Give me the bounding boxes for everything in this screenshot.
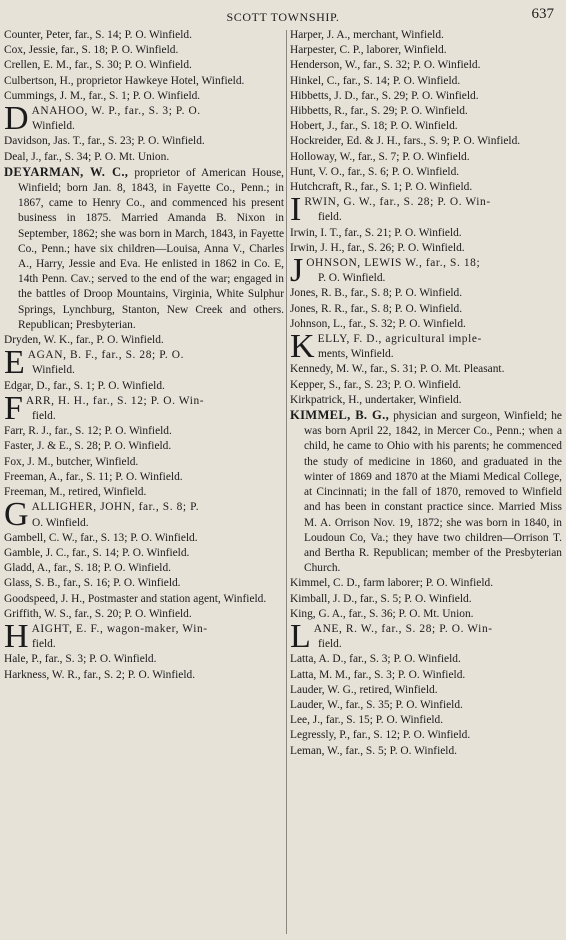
directory-entry: Dryden, W. K., far., P. O. Winfield. bbox=[4, 334, 164, 347]
directory-entry: Jones, R. B., far., S. 8; P. O. Winfield. bbox=[290, 287, 463, 300]
directory-entry: Jones, R. R., far., S. 8; P. O. Winfield. bbox=[290, 302, 463, 315]
directory-entry: Farr, R. J., far., S. 12; P. O. Winfield. bbox=[4, 425, 172, 438]
column-divider bbox=[286, 30, 287, 934]
directory-entry: Hinkel, C., far., S. 14; P. O. Winfield. bbox=[290, 74, 461, 87]
directory-entry: Kimball, J. D., far., S. 5; P. O. Winfield. bbox=[290, 592, 472, 605]
directory-entry: Irwin, J. H., far., S. 26; P. O. Winfield. bbox=[290, 241, 465, 254]
drop-cap-letter: G bbox=[4, 500, 29, 531]
entry-continuation: ments, Winfield. bbox=[318, 348, 394, 361]
running-title: SCOTT TOWNSHIP. bbox=[226, 10, 340, 24]
directory-entry: Johnson, L., far., S. 32; P. O. Winfield. bbox=[290, 317, 466, 330]
drop-cap-letter: K bbox=[290, 332, 315, 363]
entry-first-line: RWIN, G. W., far., S. 28; P. O. Win- bbox=[304, 196, 491, 209]
letter-section-entry bbox=[4, 348, 284, 378]
directory-entry: Kepper, S., far., S. 23; P. O. Winfield. bbox=[290, 378, 461, 391]
letter-section-entry bbox=[4, 622, 284, 652]
drop-cap-letter: D bbox=[4, 104, 29, 135]
entry-first-line: AGAN, B. F., far., S. 28; P. O. bbox=[27, 349, 185, 362]
directory-entry: Hibbetts, R., far., S. 29; P. O. Winfield. bbox=[290, 105, 468, 118]
directory-entry: Irwin, I. T., far., S. 21; P. O. Winfield. bbox=[290, 226, 462, 239]
directory-entry: Gladd, A., far., S. 18; P. O. Winfield. bbox=[4, 562, 172, 575]
directory-entry: Lauder, W. G., retired, Winfield. bbox=[290, 683, 438, 696]
directory-entry: Hockreider, Ed. & J. H., fars., S. 9; P. O. Winfield. bbox=[290, 135, 521, 148]
drop-cap-letter: L bbox=[290, 621, 311, 653]
directory-entry: Cox, Jessie, far., S. 18; P. O. Winfield. bbox=[4, 44, 179, 57]
entry-first-line: ELLY, F. D., agricultural imple- bbox=[317, 333, 482, 346]
directory-entry: Hibbetts, J. D., far., S. 29; P. O. Winfield. bbox=[290, 89, 479, 102]
directory-entry: Faster, J. & E., S. 28; P. O. Winfield. bbox=[4, 440, 172, 453]
entry-continuation: O. Winfield. bbox=[32, 516, 89, 529]
directory-entry: Lee, J., far., S. 15; P. O. Winfield. bbox=[290, 714, 444, 727]
entry-continuation: field. bbox=[318, 211, 342, 224]
directory-entry: Culbertson, H., proprietor Hawkeye Hotel, Winfield. bbox=[4, 74, 245, 87]
directory-entry: Hutchcraft, R., far., S. 1; P. O. Winfield. bbox=[290, 181, 473, 194]
directory-entry: Freeman, A., far., S. 11; P. O. Winfield. bbox=[4, 470, 183, 483]
biography-text: proprietor of American House, Winfield; born Jan. 8, 1843, in Fayette Co., Penn.; in 1867, came to Henry Co., and commenced his present business in 1875. Married Amanda B. Nixon in September, 1862; she was born in March, 1843, in Fayette Co., Penn.; have six children—Louisa, Anna V., Charles A., Harry, Jessie and Eva. He enlisted in 1862 in Co. E, 14th Penn. Cav.; served to the end of the war; engaged in the battles of Droop Mountains, Virginia, White Sulphur Springs, Lynchburg, Stanton, New Creek and others. Republican; Presbyterian. bbox=[18, 166, 284, 331]
biography-entry bbox=[290, 408, 562, 576]
entry-continuation: field. bbox=[32, 410, 56, 423]
directory-entry: Kirkpatrick, H., undertaker, Winfield. bbox=[290, 393, 462, 406]
directory-entry: Holloway, W., far., S. 7; P. O. Winfield. bbox=[290, 150, 470, 163]
directory-entry: Kimmel, C. D., farm laborer; P. O. Winfield. bbox=[290, 577, 494, 590]
directory-entry: Griffith, W. S., far., S. 20; P. O. Winfield. bbox=[4, 607, 192, 620]
letter-section-entry bbox=[290, 195, 562, 225]
entry-first-line: ALLIGHER, JOHN, far., S. 8; P. bbox=[31, 501, 200, 514]
letter-section-entry bbox=[290, 256, 562, 286]
directory-entry: Hunt, V. O., far., S. 6; P. O. Winfield. bbox=[290, 165, 460, 178]
directory-entry: Goodspeed, J. H., Postmaster and station agent, Winfield. bbox=[4, 592, 267, 605]
directory-entry: Glass, S. B., far., S. 16; P. O. Winfield. bbox=[4, 577, 181, 590]
entry-continuation: Winfield. bbox=[32, 120, 75, 133]
biography-name: KIMMEL, B. G., bbox=[290, 408, 390, 423]
left-column bbox=[4, 28, 284, 936]
directory-entry: Latta, A. D., far., S. 3; P. O. Winfield. bbox=[290, 653, 461, 666]
directory-entry: Latta, M. M., far., S. 3; P. O. Winfield. bbox=[290, 668, 466, 681]
right-column bbox=[290, 28, 562, 936]
drop-cap-letter: J bbox=[290, 256, 304, 287]
directory-entry: Henderson, W., far., S. 32; P. O. Winfield. bbox=[290, 59, 481, 72]
directory-entry: Freeman, M., retired, Winfield. bbox=[4, 486, 147, 499]
page-header bbox=[0, 6, 566, 28]
entry-continuation: Winfield. bbox=[32, 364, 75, 377]
letter-section-entry bbox=[4, 500, 284, 530]
directory-entry: King, G. A., far., S. 36; P. O. Mt. Union. bbox=[290, 607, 474, 620]
entry-continuation: field. bbox=[318, 638, 342, 651]
biography-entry bbox=[4, 165, 284, 333]
directory-entry: Fox, J. M., butcher, Winfield. bbox=[4, 455, 139, 468]
letter-section-entry bbox=[290, 622, 562, 652]
directory-entry: Crellen, E. M., far., S. 30; P. O. Winfield. bbox=[4, 59, 192, 72]
letter-section-entry bbox=[4, 104, 284, 134]
letter-section-entry bbox=[4, 394, 284, 424]
directory-entry: Counter, Peter, far., S. 14; P. O. Winfield. bbox=[4, 29, 192, 41]
directory-entry: Deal, J., far., S. 34; P. O. Mt. Union. bbox=[4, 150, 170, 163]
letter-section-entry bbox=[290, 332, 562, 362]
directory-entry: Hobert, J., far., S. 18; P. O. Winfield. bbox=[290, 120, 458, 133]
entry-first-line: ANE, R. W., far., S. 28; P. O. Win- bbox=[313, 622, 493, 635]
directory-entry: Kennedy, M. W., far., S. 31; P. O. Mt. Pleasant. bbox=[290, 363, 505, 376]
directory-entry: Harper, J. A., merchant, Winfield. bbox=[290, 29, 444, 41]
directory-entry: Davidson, Jas. T., far., S. 23; P. O. Winfield. bbox=[4, 135, 205, 148]
drop-cap-letter: E bbox=[4, 348, 25, 379]
drop-cap-letter: I bbox=[290, 195, 302, 226]
biography-text: physician and surgeon, Winfield; he was born April 22, 1842, in Mercer Co., Penn.; when a child, he came to Ohio with his parents; he commenced the study of medicine in 1860, and graduated in the winter of 1869 and 1870 at the Miami Medical College, at Cincinnati; in the fall of 1870, removed to Winfield and has been in constant practice since. Married Miss M. A. Orrison Nov. 19, 1872; she was born in 1840, in Loudoun Co, Va.; they have two children—Orrison T. and Bertha R. Republican; member of the Presbyterian Church. bbox=[304, 410, 562, 575]
entry-first-line: OHNSON, LEWIS W., far., S. 18; bbox=[306, 257, 481, 270]
entry-first-line: AIGHT, E. F., wagon-maker, Win- bbox=[31, 622, 208, 635]
directory-entry: Lauder, W., far., S. 35; P. O. Winfield. bbox=[290, 698, 463, 711]
biography-name: DEYARMAN, W. C., bbox=[4, 164, 129, 179]
entry-first-line: ANAHOO, W. P., far., S. 3; P. O. bbox=[31, 105, 201, 118]
directory-entry: Leman, W., far., S. 5; P. O. Winfield. bbox=[290, 744, 458, 757]
directory-entry: Hale, P., far., S. 3; P. O. Winfield. bbox=[4, 653, 157, 666]
directory-entry: Gambell, C. W., far., S. 13; P. O. Winfield. bbox=[4, 531, 198, 544]
drop-cap-letter: F bbox=[4, 393, 23, 425]
directory-entry: Cummings, J. M., far., S. 1; P. O. Winfield. bbox=[4, 89, 201, 102]
directory-entry: Legressly, P., far., S. 12; P. O. Winfield. bbox=[290, 729, 471, 742]
directory-entry: Harkness, W. R., far., S. 2; P. O. Winfield. bbox=[4, 668, 196, 681]
directory-entry: Edgar, D., far., S. 1; P. O. Winfield. bbox=[4, 379, 165, 392]
directory-entry: Harpester, C. P., laborer, Winfield. bbox=[290, 44, 447, 57]
drop-cap-letter: H bbox=[4, 621, 29, 653]
entry-continuation: field. bbox=[32, 638, 56, 651]
page-number: 637 bbox=[531, 6, 554, 22]
entry-continuation: P. O. Winfield. bbox=[318, 272, 386, 285]
directory-entry: Gamble, J. C., far., S. 14; P. O. Winfield. bbox=[4, 546, 190, 559]
entry-first-line: ARR, H. H., far., S. 12; P. O. Win- bbox=[25, 394, 205, 407]
